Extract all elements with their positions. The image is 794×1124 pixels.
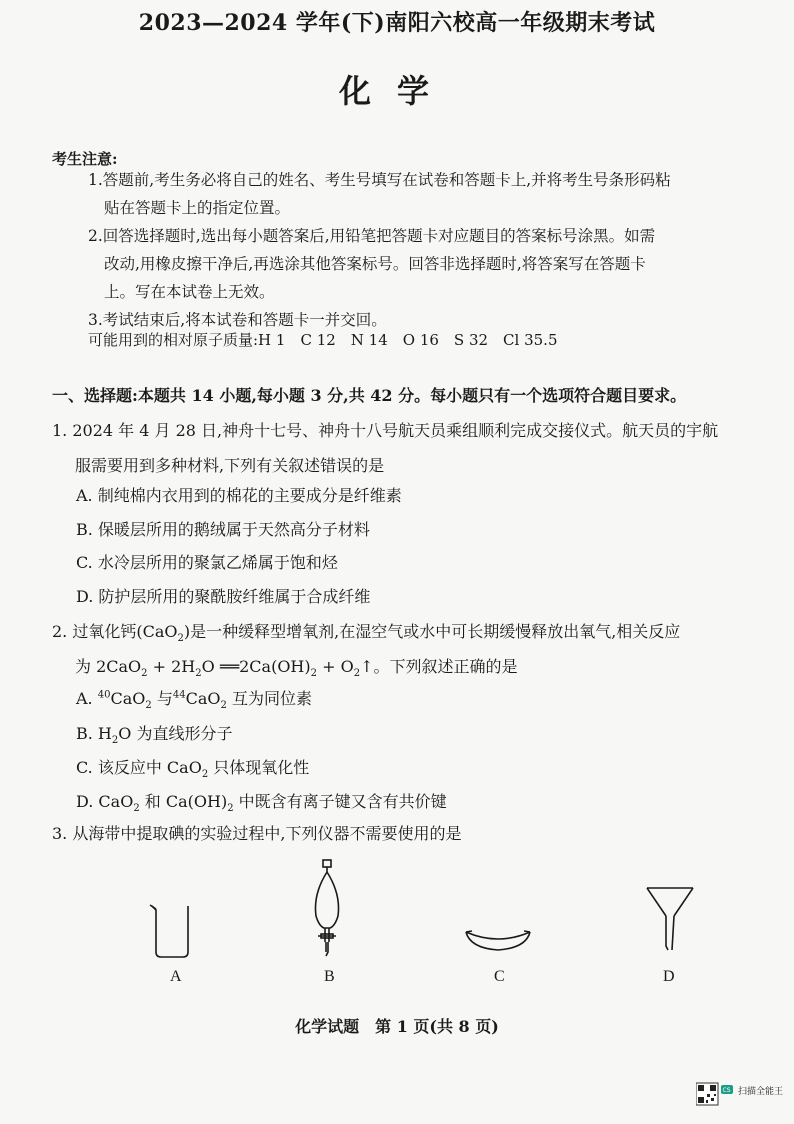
- notice-item-2: [88, 222, 748, 306]
- text-run: 为 2CaO: [75, 657, 142, 676]
- question-2-option-c: [76, 757, 309, 779]
- apparatus-label-a: A: [170, 968, 182, 985]
- text-run: 互为同位素: [226, 689, 312, 708]
- text-run: D. CaO: [76, 792, 134, 811]
- text-run: CaO: [185, 689, 221, 708]
- beaker-icon: [150, 905, 188, 957]
- notice-line: 1.答题前,考生务必将自己的姓名、考生号填写在试卷和答题卡上,并将考生号条形码粘: [88, 171, 671, 189]
- question-1-option-a: A. 制纯棉内衣用到的棉花的主要成分是纤维素: [76, 486, 402, 505]
- question-2-stem: [52, 614, 762, 684]
- apparatus-label-c: C: [494, 968, 505, 985]
- page-footer: 化学试题 第 1 页(共 8 页): [295, 1017, 499, 1036]
- subscript: 2: [227, 803, 234, 815]
- apparatus-figure: [0, 856, 794, 996]
- notice-item-1: [88, 166, 748, 222]
- question-2-option-a: [76, 688, 312, 710]
- superscript: 44: [172, 689, 186, 701]
- text-run: + 2H: [147, 657, 196, 676]
- section-heading: 一、选择题:本题共 14 小题,每小题 3 分,共 42 分。每小题只有一个选项符合题目要求。: [52, 386, 687, 405]
- question-3-stem: 3. 从海带中提取碘的实验过程中,下列仪器不需要使用的是: [52, 824, 462, 843]
- question-1-option-c: C. 水冷层所用的聚氯乙烯属于饱和烃: [76, 553, 338, 572]
- subscript: 2: [145, 700, 152, 712]
- scanner-badge-text: 扫描全能王: [738, 1087, 784, 1097]
- question-1-line1: 1. 2024 年 4 月 28 日,神舟十七号、神舟十八号航天员乘组顺利完成交接仪式。航天员的宇航: [52, 421, 719, 440]
- question-1-stem: [52, 413, 762, 483]
- notice-line: 2.回答选择题时,选出每小题答案后,用铅笔把答题卡对应题目的答案标号涂黑。如需: [88, 227, 656, 245]
- qr-code-icon: [696, 1083, 718, 1105]
- text-run: B. H: [76, 724, 112, 743]
- text-run: O 为直线形分子: [118, 724, 233, 743]
- notice-line: 贴在答题卡上的指定位置。: [104, 199, 291, 217]
- cs-logo-icon: [721, 1085, 733, 1094]
- svg-text:CS: CS: [722, 1087, 731, 1094]
- text-run: C. 该反应中 CaO: [76, 758, 202, 777]
- text-run: )是一种缓释型增氧剂,在湿空气或水中可长期缓慢释放出氧气,相关反应: [183, 622, 681, 641]
- subscript: 2: [220, 700, 227, 712]
- question-2-option-b: [76, 723, 232, 745]
- subscript: 2: [195, 668, 202, 680]
- evaporating-dish-icon: [466, 931, 530, 950]
- text-run: + O: [317, 657, 354, 676]
- atomic-mass-line: 可能用到的相对原子质量:H 1 C 12 N 14 O 16 S 32 Cl 35.5: [88, 331, 558, 349]
- notice-line: 改动,用橡皮擦干净后,再选涂其他答案标号。回答非选择题时,将答案写在答题卡: [104, 255, 646, 273]
- notice-heading: 考生注意:: [52, 150, 118, 168]
- text-run: 和 Ca(OH): [139, 792, 228, 811]
- subscript: 2: [353, 668, 361, 680]
- subscript: 2: [133, 803, 140, 815]
- subscript: 2: [201, 769, 209, 781]
- subscript: 2: [177, 633, 184, 645]
- text-run: A.: [76, 689, 98, 708]
- subscript: 2: [310, 668, 317, 680]
- superscript: 40: [97, 689, 111, 701]
- subscript: 2: [111, 735, 119, 747]
- separatory-funnel-icon: [315, 860, 338, 956]
- subject-title: 化学: [338, 72, 455, 110]
- text-run: 与: [151, 689, 173, 708]
- apparatus-label-d: D: [663, 968, 675, 985]
- question-1-option-b: B. 保暖层所用的鹅绒属于天然高分子材料: [76, 520, 370, 539]
- question-2-equation-line: [52, 649, 762, 684]
- exam-title: 2023—2024 学年(下)南阳六校高一年级期末考试: [138, 10, 656, 36]
- text-run: 中既含有离子键又含有共价键: [233, 792, 447, 811]
- funnel-icon: [647, 888, 693, 950]
- question-1-line2: 服需要用到多种材料,下列有关叙述错误的是: [75, 456, 385, 475]
- question-2-option-d: [76, 791, 447, 813]
- apparatus-label-b: B: [324, 968, 335, 985]
- question-2-line1: [52, 614, 762, 649]
- text-run: CaO: [110, 689, 146, 708]
- text-run: 2. 过氧化钙(CaO: [52, 622, 178, 641]
- notice-line: 3.考试结束后,将本试卷和答题卡一并交回。: [88, 311, 387, 329]
- text-run: 只体现氧化性: [208, 758, 310, 777]
- text-run: O ══2Ca(OH): [201, 657, 311, 676]
- question-1-option-d: D. 防护层所用的聚酰胺纤维属于合成纤维: [76, 587, 371, 606]
- notice-line: 上。写在本试卷上无效。: [104, 283, 275, 301]
- subscript: 2: [141, 668, 148, 680]
- text-run: ↑。下列叙述正确的是: [360, 657, 518, 676]
